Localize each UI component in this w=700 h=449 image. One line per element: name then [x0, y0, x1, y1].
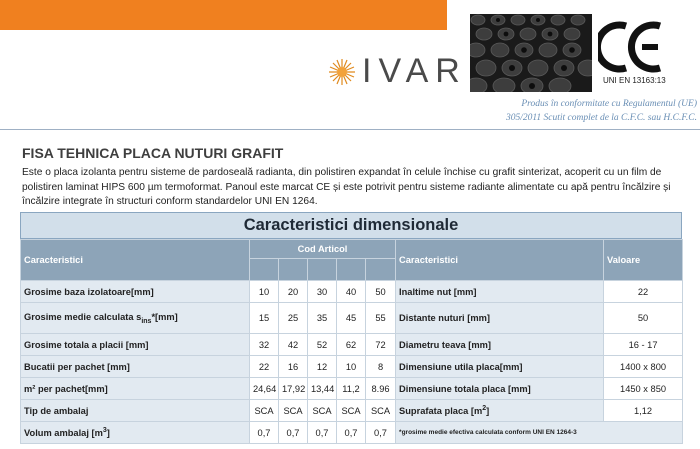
cell-value: 50	[366, 281, 396, 303]
header-valoare: Valoare	[604, 240, 683, 281]
table-row	[21, 378, 683, 400]
ce-mark-icon	[598, 20, 664, 74]
row-label: Volum ambalaj $[m^3]$	[21, 422, 250, 444]
product-photo	[470, 14, 592, 92]
cell-value: 10	[250, 281, 279, 303]
cell-value: 16	[279, 356, 308, 378]
cell-value: 52	[308, 334, 337, 356]
cell-value: 10	[337, 356, 366, 378]
cell-value: 72	[366, 334, 396, 356]
table-row	[21, 281, 683, 303]
page-title: FISA TEHNICA PLACA NUTURI GRAFIT	[22, 145, 284, 161]
footnote: *grosime medie efectiva calculata conform UNI EN 1264-3	[396, 422, 683, 444]
cell-value: SCA	[308, 400, 337, 422]
cell-value: 22	[250, 356, 279, 378]
cell-value: 55	[366, 303, 396, 334]
cell-value: 35	[308, 303, 337, 334]
cell-value: 8	[366, 356, 396, 378]
table-row	[21, 356, 683, 378]
cell-value: 0,7	[279, 422, 308, 444]
right-value: 50	[604, 303, 683, 334]
cell-value: 25	[279, 303, 308, 334]
header-caracteristici-left: Caracteristici	[21, 240, 250, 281]
cell-value: 24,64	[250, 378, 279, 400]
cell-value: 20	[279, 281, 308, 303]
cell-value: 0,7	[337, 422, 366, 444]
header-caracteristici-right: Caracteristici	[396, 240, 604, 281]
cell-value: SCA	[366, 400, 396, 422]
cell-value: 0,7	[308, 422, 337, 444]
cell-value: 42	[279, 334, 308, 356]
cell-value: SCA	[279, 400, 308, 422]
cell-value: 17,92	[279, 378, 308, 400]
conformity-line-1: Produs în conformitate cu Regulamentul (UE)	[521, 99, 697, 109]
row-label: Grosime totala a placii [mm]	[21, 334, 250, 356]
row-label: Tip de ambalaj	[21, 400, 250, 422]
ce-norm: UNI EN 13163:13	[603, 76, 666, 85]
header-code-cell	[250, 259, 279, 281]
table-banner: Caracteristici dimensionale	[20, 212, 682, 239]
row-label: Grosime medie calculata $s_{ins}*[mm]$	[21, 303, 250, 334]
brand-name: IVAR	[362, 52, 467, 90]
cell-value: 15	[250, 303, 279, 334]
cell-value: 45	[337, 303, 366, 334]
table-row	[21, 400, 683, 422]
divider	[0, 129, 700, 130]
row-label-right: Distante nuturi [mm]	[396, 303, 604, 334]
cell-value: 0,7	[250, 422, 279, 444]
table-row	[21, 422, 683, 444]
cell-value: 12	[308, 356, 337, 378]
cell-value: 40	[337, 281, 366, 303]
header-code-cell	[308, 259, 337, 281]
header-cod-articol: Cod Articol	[250, 240, 396, 259]
header-code-cell	[279, 259, 308, 281]
cell-value: 0,7	[366, 422, 396, 444]
header-code-cell	[366, 259, 396, 281]
right-value: 16 - 17	[604, 334, 683, 356]
row-label-right: Inaltime nut [mm]	[396, 281, 604, 303]
right-value: 1450 x 850	[604, 378, 683, 400]
cell-value: 30	[308, 281, 337, 303]
cell-value: SCA	[337, 400, 366, 422]
header-code-cell	[337, 259, 366, 281]
sun-logo-icon	[328, 58, 356, 86]
cell-value: SCA	[250, 400, 279, 422]
conformity-note	[472, 97, 697, 125]
cell-value: 13,44	[308, 378, 337, 400]
table-row	[21, 334, 683, 356]
right-value: 22	[604, 281, 683, 303]
intro-paragraph: Este o placa izolanta pentru sisteme de pardoseală radianta, din polistiren expandat în celule închise cu grafit sinterizat, acoperit cu un film de polistiren laminat HIPS 600 µm termoformat. Panoul este marcat CE și este potrivit pentru sisteme radiante alimentate cu apă pentru încălzire și încălzire integrate în structuri conform standardelor UNI EN 1264.	[22, 167, 671, 207]
row-label: Bucatii per pachet [mm]	[21, 356, 250, 378]
row-label-right: Suprafata placa $[m^2]$	[396, 400, 604, 422]
specs-table	[20, 239, 683, 444]
cell-value: 11,2	[337, 378, 366, 400]
row-label: Grosime baza izolatoare[mm]	[21, 281, 250, 303]
row-label-right: Dimensiune totala placa [mm]	[396, 378, 604, 400]
cell-value: 32	[250, 334, 279, 356]
right-value: 1,12	[604, 400, 683, 422]
row-label: m² per pachet[mm]	[21, 378, 250, 400]
right-value: 1400 x 800	[604, 356, 683, 378]
cell-value: 62	[337, 334, 366, 356]
row-label-right: Dimensiune utila placa[mm]	[396, 356, 604, 378]
conformity-line-2: 305/2011 Scutit complet de la C.F.C. sau H.C.F.C.	[505, 113, 697, 123]
row-label-right: Diametru teava [mm]	[396, 334, 604, 356]
header-orange-bar	[0, 0, 447, 30]
ivar-logo	[328, 52, 467, 91]
table-row	[21, 303, 683, 334]
cell-value: 8.96	[366, 378, 396, 400]
